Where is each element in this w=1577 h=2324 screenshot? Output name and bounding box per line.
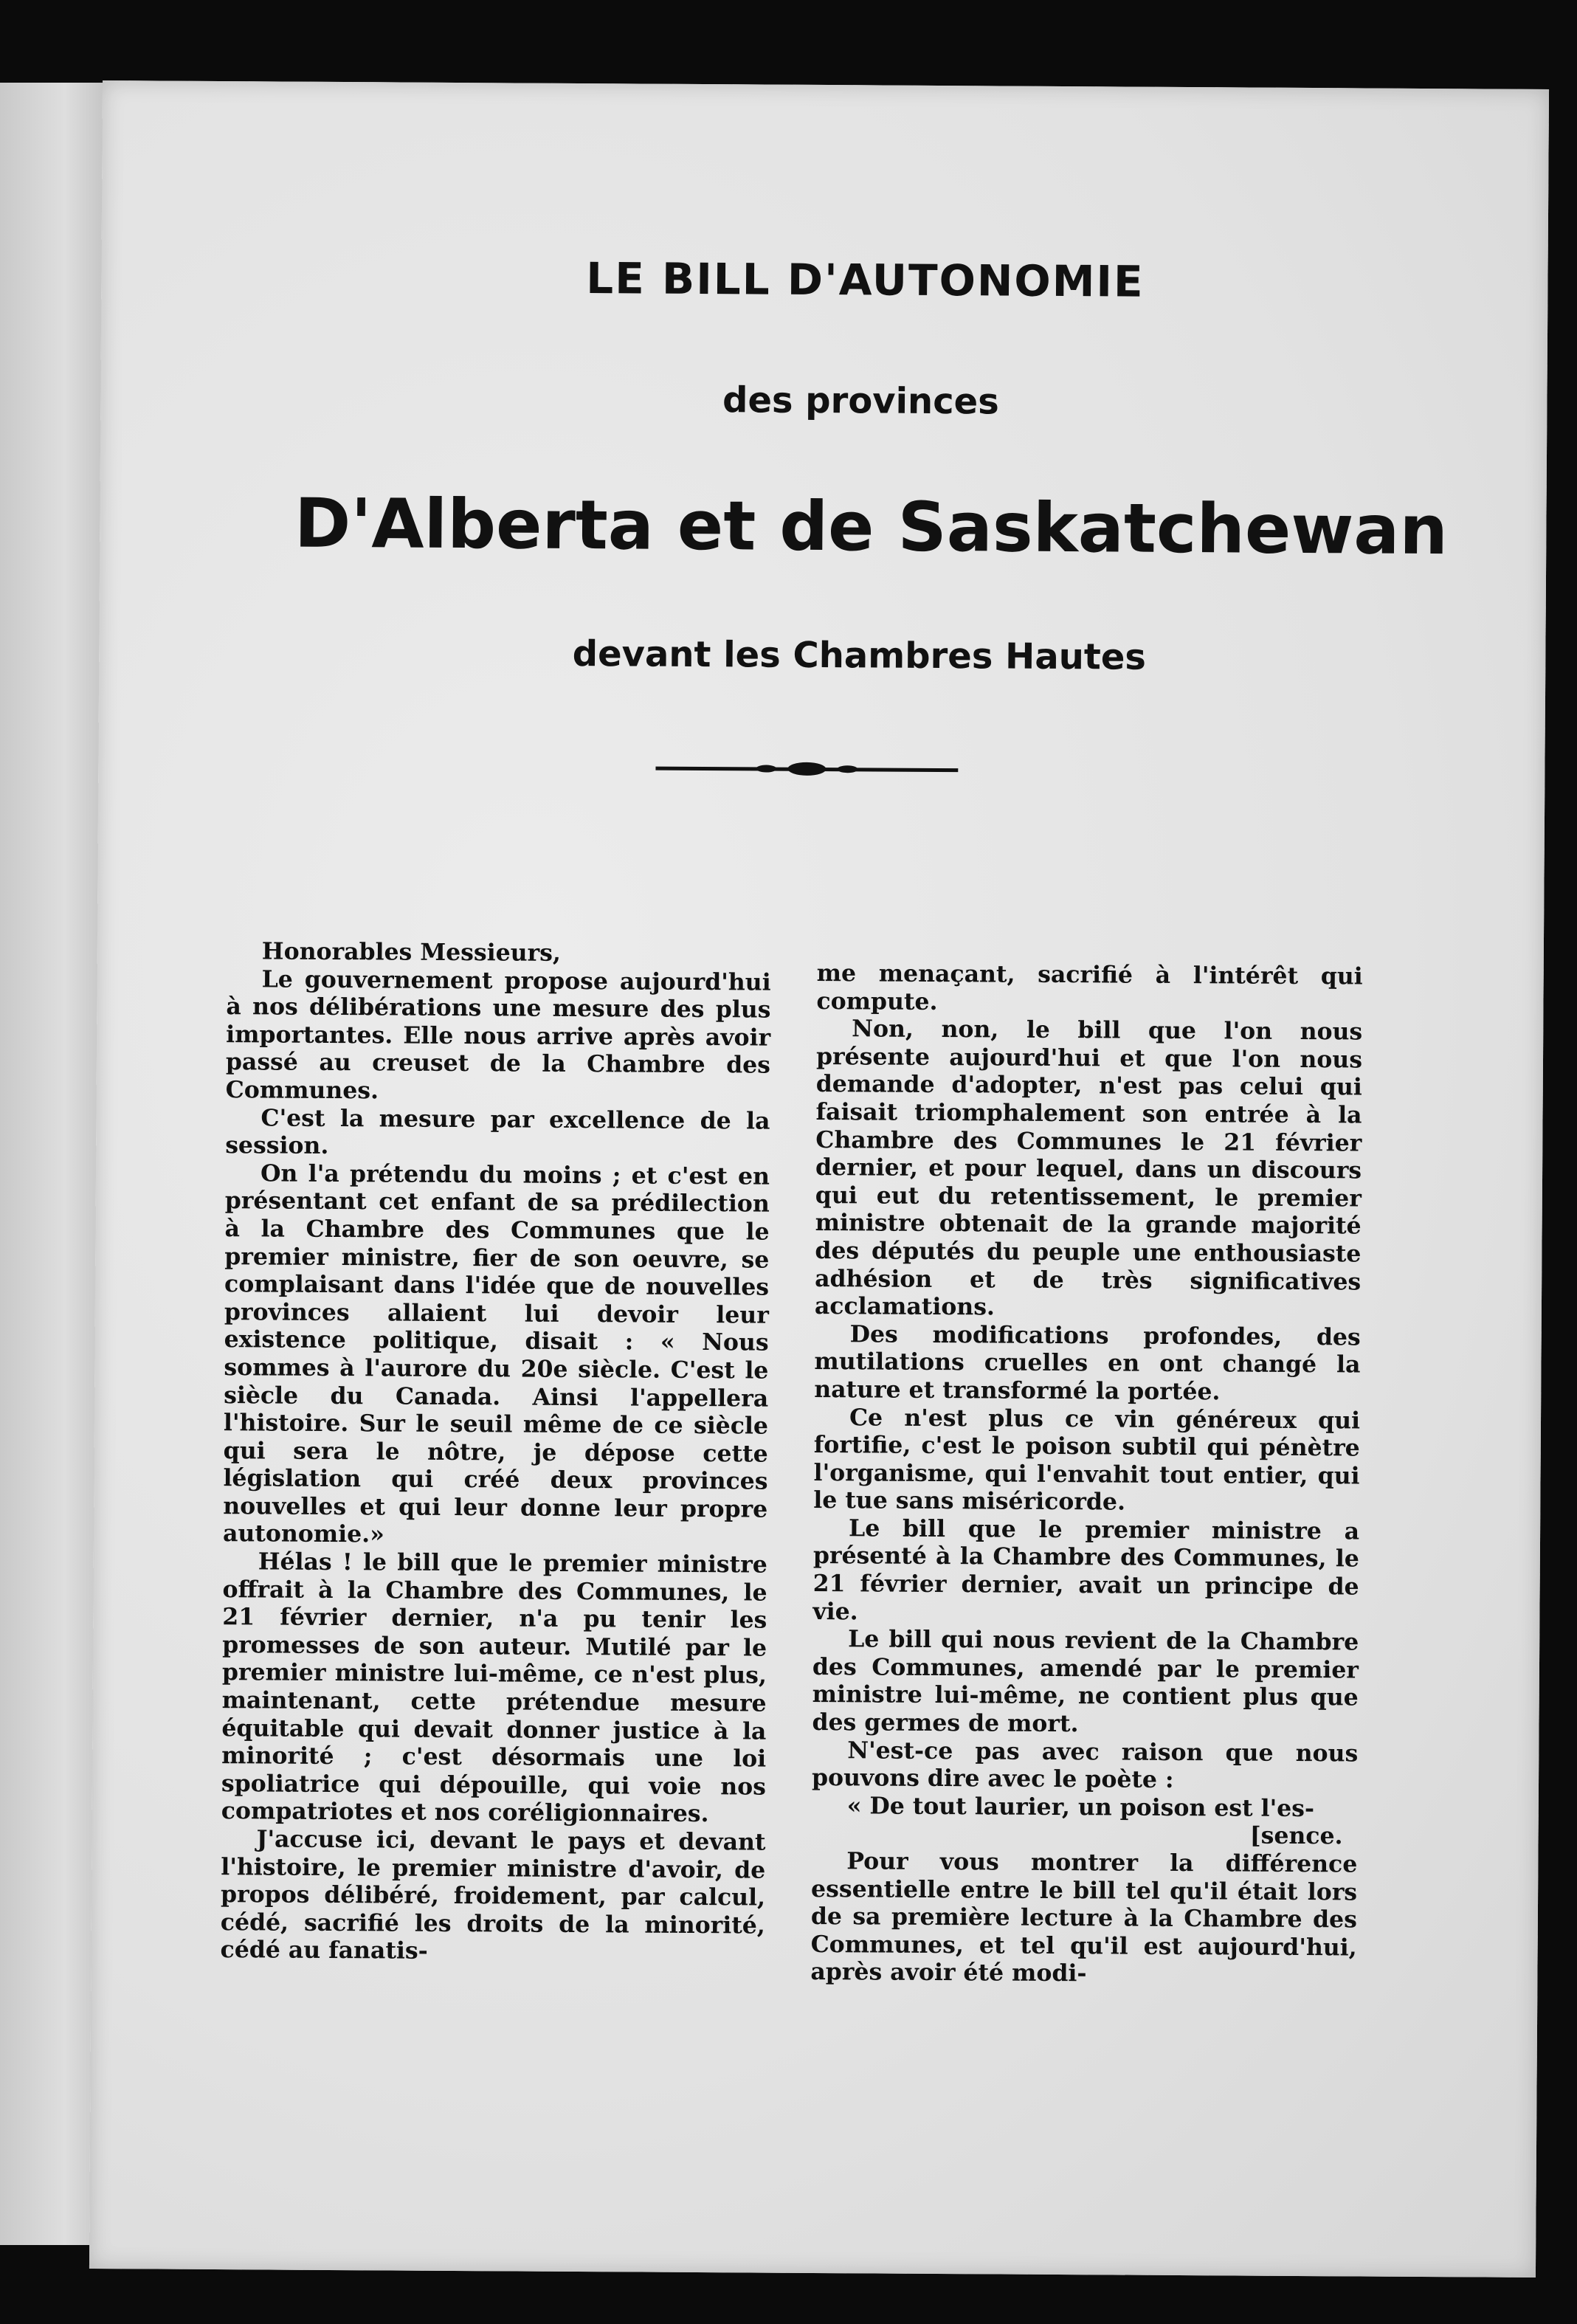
title-line-2: des provinces xyxy=(722,379,999,423)
title-line-1: LE BILL D'AUTONOMIE xyxy=(586,253,1145,307)
paragraph: Hélas ! le bill que le premier ministre offrait à la Chambre des Communes, le 21 février dernier, n'a pu tenir les promesses de son auteur. Mutilé par le premier ministre lui-même, ce n'est plus, maintenant, cette prétendue mesure équitable qui devait donner justice à la minorité ; c'est désormais une loi spoliatrice qui dépouille, qui voie nos compatriotes et nos coréligionnaires. xyxy=(221,1548,767,1828)
title-line-3: D'Alberta et de Saskatchewan xyxy=(294,483,1449,570)
verse-line: « De tout laurier, un poison est l'es- xyxy=(846,1792,1315,1822)
paragraph: Non, non, le bill que l'on nous présente aujourd'hui et que l'on nous demande d'adopter, n'est pas celui qui faisait triomphalement son entrée à la Chambre des Communes le 21 février dernier, et pour lequel, dans un discours qui eut du retentissement, le premier ministre obtenait de la grande majorité des députés du peuple une enthousiaste adhésion et de très significatives acclamations. xyxy=(814,1015,1363,1321)
paragraph: C'est la mesure par excellence de la session. xyxy=(225,1103,770,1160)
salutation: Honorables Messieurs, xyxy=(261,937,561,967)
verse-line-end: [sence. xyxy=(1249,1821,1343,1850)
title-line-4: devant les Chambres Hautes xyxy=(572,632,1147,678)
paragraph: N'est-ce pas avec raison que nous pouvons dire avec le poète : xyxy=(811,1736,1359,1794)
paragraph: Ce n'est plus ce vin généreux qui fortifie, c'est le poison subtil qui pénètre l'organisme, qui l'envahit tout entier, qui le tue sans miséricorde. xyxy=(813,1403,1361,1516)
paragraph: Le bill qui nous revient de la Chambre des Communes, amendé par le premier ministre lui-même, ne contient plus que des germes de mort. xyxy=(812,1625,1359,1738)
paragraph: Pour vous montrer la différence essentielle entre le bill tel qu'il était lors de sa première lecture à la Chambre des Communes, et tel qu'il est aujourd'hui, après avoir été modi- xyxy=(810,1847,1358,1987)
left-column xyxy=(220,937,770,1967)
paragraph: On l'a prétendu du moins ; et c'est en présentant cet enfant de sa prédilection à la Chambre des Communes que le premier ministre, fier de son oeuvre, se complaisant dans l'idée que de nouvelles provinces allaient lui devoir leur existence politique, disait : « Nous sommes à l'aurore du 20e siècle. C'est le siècle du Canada. Ainsi l'appellera l'histoire. Sur le seuil même de ce siècle qui sera le nôtre, je dépose cette législation qui créé deux provinces nouvelles et qui leur donne leur propre autonomie.» xyxy=(222,1159,770,1548)
paragraph: Le gouvernement propose aujourd'hui à nos délibérations une mesure des plus importantes. Elle nous arrive après avoir passé au creuset de la Chambre des Communes. xyxy=(225,965,771,1105)
document-page xyxy=(89,80,1549,2278)
right-column xyxy=(810,959,1362,1989)
paragraph: J'accuse ici, devant le pays et devant l'histoire, le premier ministre d'avoir, de propos délibéré, froidement, par calcul, cédé, sacrifié les droits de la minorité, cédé au fanatis- xyxy=(220,1825,766,1965)
ornament-divider xyxy=(655,757,958,782)
paragraph: me menaçant, sacrifié à l'intérêt qui compute. xyxy=(816,959,1363,1016)
paragraph: Le bill que le premier ministre a présenté à la Chambre des Communes, le 21 février dernier, avait un principe de vie. xyxy=(812,1514,1360,1625)
paragraph: Des modifications profondes, des mutilations cruelles en ont changé la nature et transformé la portée. xyxy=(814,1320,1361,1406)
